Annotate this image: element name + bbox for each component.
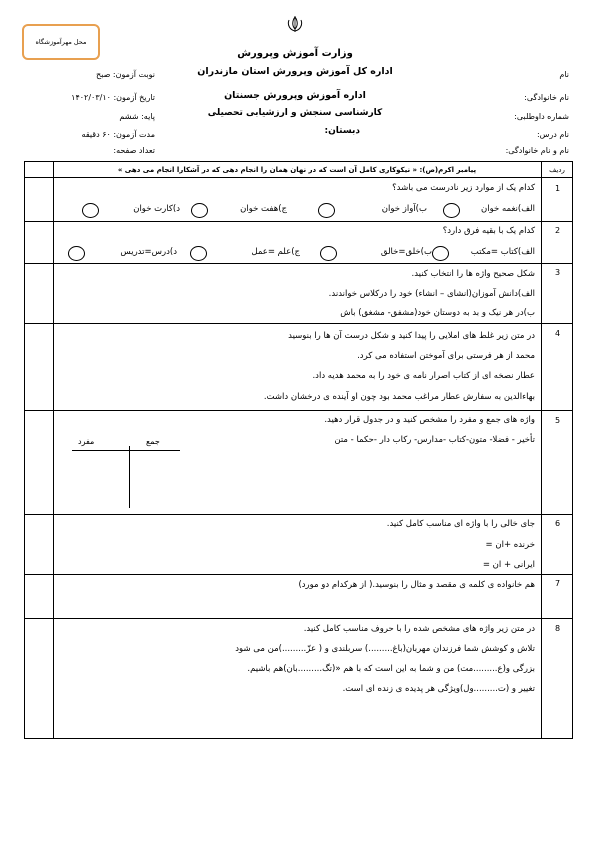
row-separator — [24, 514, 572, 515]
student-family-label: نام خانوادگی: — [524, 93, 569, 102]
page-count-label: تعداد صفحه: — [113, 146, 155, 155]
city-department: اداره آموزش وپرورش جسنتان — [224, 90, 366, 101]
school-seal-label: محل مهرآموزشگاه — [35, 38, 87, 46]
question-line: محمد از هر فرستی برای آموختن استفاده می کرد. — [357, 351, 535, 361]
answer-radio[interactable] — [191, 203, 208, 218]
ministry-title: وزارت آموزش وپرورش — [237, 48, 353, 59]
row-column-header: ردیف — [549, 166, 565, 174]
iran-emblem-icon — [284, 14, 306, 36]
course-name-label: نام درس: — [536, 130, 569, 139]
row-separator — [24, 574, 572, 575]
question-line: تلاش و کوشش شما فرزندان مهربان(باغ.........) سربلندی و ( عزّ.........)من می شود — [235, 644, 535, 654]
exam-date-label: تاریخ آزمون: ۱۴۰۲/۰۳/۱۰ — [71, 93, 155, 102]
school-label: دبستان: — [324, 126, 360, 136]
row-separator — [24, 323, 572, 324]
question-line: تأخیر - فضلا- متون-کتاب -مدارس- رکاب دار -حکما - متن — [334, 435, 535, 445]
exam-session-label: نوبت آزمون: صبح — [96, 70, 155, 79]
option-label: د)کارت خوان — [133, 204, 180, 214]
answer-radio[interactable] — [82, 203, 99, 218]
option-label: ج)هفت خوان — [240, 204, 287, 214]
question-line: در متن زیر غلط های املایی را پیدا کنید و شکل درست آن ها را بنوسید — [288, 331, 535, 341]
singular-column-header: مفرد — [78, 437, 95, 446]
question-number: 1 — [555, 184, 561, 193]
question-line: جای خالی را با واژه ای مناسب کامل کنید. — [386, 519, 535, 529]
row-separator — [24, 618, 572, 619]
question-number: 3 — [555, 268, 561, 277]
score-column-divider — [53, 161, 54, 738]
option-label: د)درس=تدریس — [120, 247, 177, 257]
grade-label: پایه: ششم — [119, 112, 155, 121]
prophet-quote: پیامبر اکرم(ص): « نیکوکاری کامل آن است که در نهان همان را انجام دهی که در آشکارا انجام می دهی » — [117, 166, 477, 174]
question-number: 2 — [555, 226, 561, 235]
question-line: واژه های جمع و مفرد را مشخص کنید و در جدول قرار دهید. — [324, 415, 535, 425]
question-number: 5 — [555, 416, 561, 425]
question-line: الف)دانش آموزان(انشای – انشاء) خود را درکلاس خواندند. — [328, 289, 535, 299]
answer-radio[interactable] — [432, 246, 449, 261]
question-line: تغییر و (ت.........ول)ویژگی هر پدیده ی زنده ای است. — [342, 684, 535, 694]
teacher-name-label: نام و نام خانوادگی: — [505, 146, 569, 155]
answer-radio[interactable] — [190, 246, 207, 261]
question-number: 7 — [555, 579, 561, 588]
option-label: ب)خلق=خالق — [380, 247, 432, 257]
student-name-label: نام — [559, 70, 569, 79]
row-separator — [24, 177, 572, 178]
question-line: بزرگی و(ع.........مت) من و شما به این است که با هم «(تگ.........بان)هم باشیم. — [247, 664, 535, 674]
question-text: کدام یک از موارد زیر نادرست می باشد؟ — [392, 183, 535, 193]
word-table-rule — [72, 450, 180, 451]
option-label: الف)نغمه خوان — [481, 204, 535, 214]
answer-radio[interactable] — [320, 246, 337, 261]
question-line: ب)در هر نیک و بد به دوستان خود(مشفق- مشغق) باش — [340, 308, 535, 318]
question-line: شکل صحیح واژه ها را انتخاب کنید. — [411, 269, 535, 279]
question-line: ایرانی + ان = — [482, 560, 535, 570]
option-label: ج)علم =عمل — [251, 247, 300, 257]
row-number-divider — [541, 161, 542, 738]
province-department: اداره کل آموزش وپرورش استان مازندران — [197, 66, 393, 77]
question-line: در متن زیر واژه های مشخص شده را با حروف مناسب کامل کنید. — [303, 624, 535, 634]
row-separator — [24, 263, 572, 264]
plural-column-header: جمع — [146, 437, 160, 446]
answer-radio[interactable] — [68, 246, 85, 261]
question-line: خرنده +ان = — [485, 540, 535, 550]
question-number: 8 — [555, 624, 561, 633]
question-text: کدام یک با بقیه فرق دارد؟ — [442, 226, 535, 236]
school-seal-box — [22, 24, 100, 60]
row-separator — [24, 221, 572, 222]
option-label: الف)کتاب =مکتب — [470, 247, 535, 257]
question-line: بهاءالدین به سفارش عطار مراغب محمد بود چون او آینده ی درخشان داشت. — [263, 392, 535, 402]
answer-radio[interactable] — [318, 203, 335, 218]
question-line: هم خانواده ی کلمه ی مقصد و مثال را بنوسید.( از هرکدام دو مورد) — [298, 580, 535, 590]
question-line: عطار نصخه ای از کتاب اصرار نامه ی خود را به محمد هدیه داد. — [312, 371, 535, 381]
word-table-divider — [129, 446, 130, 508]
question-number: 4 — [555, 329, 561, 338]
candidate-number-label: شماره داوطلبی: — [514, 112, 569, 121]
question-number: 6 — [555, 519, 561, 528]
answer-radio[interactable] — [443, 203, 460, 218]
exam-duration-label: مدت آزمون: ۶۰ دقیقه — [81, 130, 155, 139]
row-separator — [24, 410, 572, 411]
evaluation-office: کارشناسی سنجش و ارزشیابی تحصیلی — [207, 108, 383, 118]
option-label: ب)آواز خوان — [381, 204, 427, 214]
